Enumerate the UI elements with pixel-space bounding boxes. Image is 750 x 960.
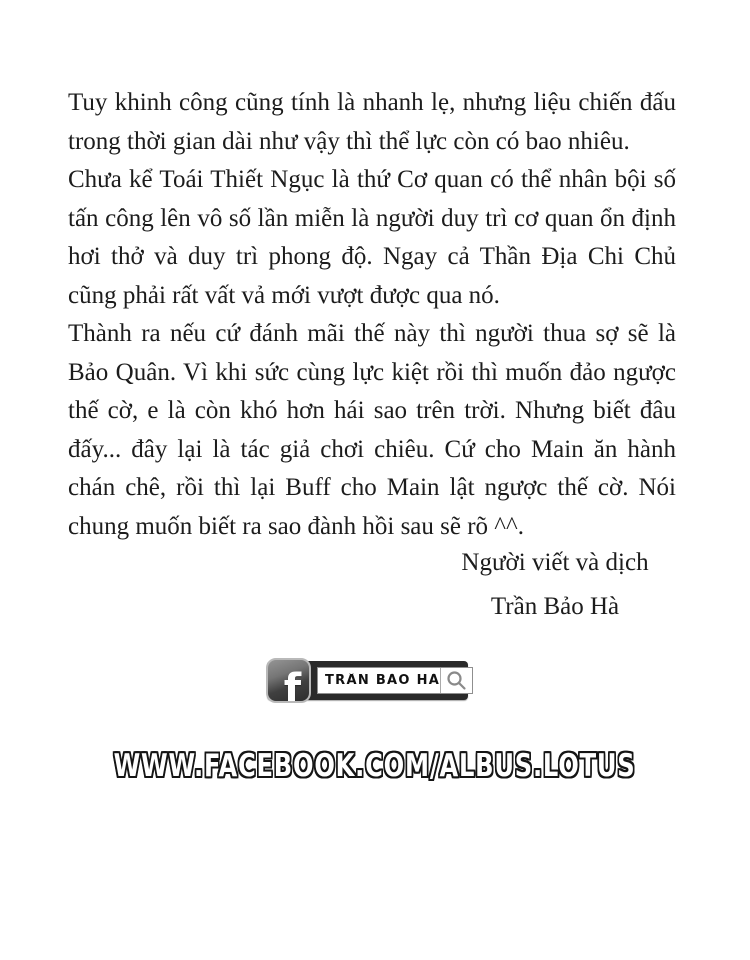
facebook-f-glyph: f (283, 666, 302, 703)
paragraph: Tuy khinh công cũng tính là nhanh lẹ, nhưng liệu chiến đấu trong thời gian dài như vậy thì thể lực còn có bao nhiêu. (68, 89, 676, 155)
signature-block (440, 541, 670, 629)
signature-role: Người viết và dịch (461, 549, 649, 576)
magnifier-icon (441, 670, 472, 691)
facebook-search-badge (267, 661, 468, 703)
facebook-url-text: WWW.FACEBOOK.COM/ALBUS.LOTUS (114, 748, 636, 784)
facebook-f-icon (266, 658, 311, 703)
paragraph: Chưa kể Toái Thiết Ngục là thứ Cơ quan có thể nhân bội số tấn công lên vô số lần miễn là người duy trì cơ quan ổn định hơi thở và duy trì phong độ. Ngay cả Thần Địa Chi Chủ cũng phải rất vất vả mới vượt được qua nó. (68, 166, 676, 309)
facebook-search-box (317, 667, 473, 694)
footer-url-container (0, 748, 750, 784)
facebook-profile-name: TRẦN BẢO HÀ (325, 673, 441, 688)
body-text (68, 84, 676, 546)
paragraph: Thành ra nếu cứ đánh mãi thế này thì người thua sợ sẽ là Bảo Quân. Vì khi sức cùng lực kiệt rồi thì muốn đảo ngược thế cờ, e là còn khó hơn hái sao trên trời. Nhưng biết đâu đấy... đây lại là tác giả chơi chiêu. Cứ cho Main ăn hành chán chê, rồi thì lại Buff cho Main lật ngược thế cờ. Nói chung muốn biết ra sao đành hồi sau sẽ rõ ^^. (68, 320, 676, 540)
signature-author: Trần Bảo Hà (490, 593, 620, 620)
